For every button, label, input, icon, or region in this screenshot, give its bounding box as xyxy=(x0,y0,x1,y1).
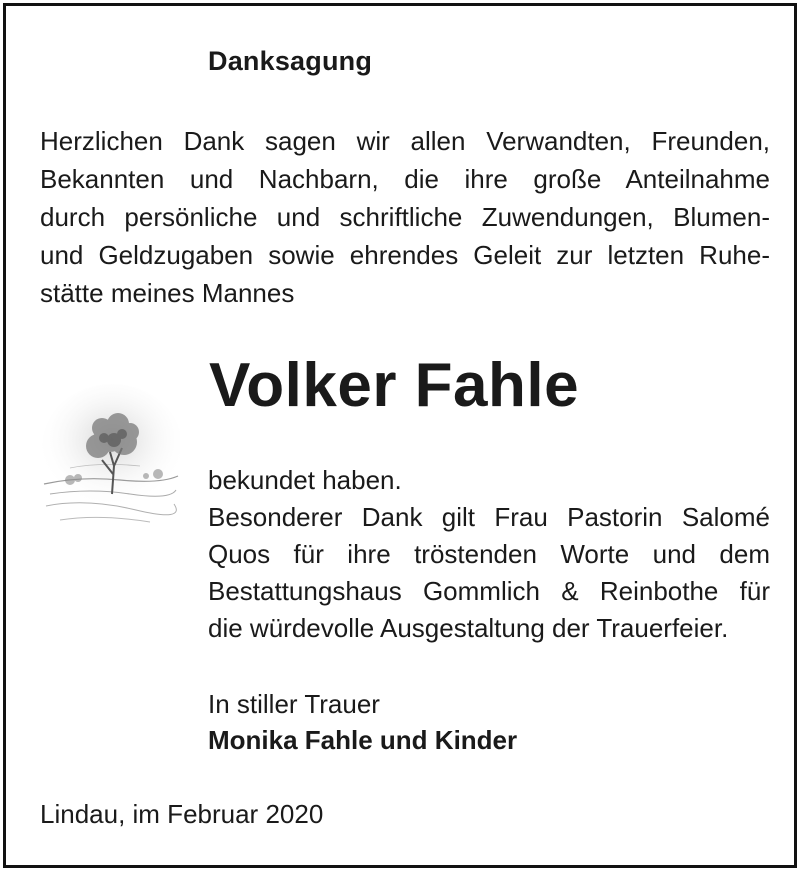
thanks-line: Quos für ihre tröstenden Worte und dem xyxy=(208,539,770,569)
intro-line: durch persönliche und schriftliche Zuwendungen, Blumen- xyxy=(40,202,770,232)
obituary-notice xyxy=(3,3,797,868)
thanks-paragraph xyxy=(208,462,770,647)
thanks-line: Besonderer Dank gilt Frau Pastorin Salomé xyxy=(208,502,770,532)
intro-line: Bekannten und Nachbarn, die ihre große Anteilnahme xyxy=(40,164,770,194)
intro-paragraph xyxy=(40,122,770,312)
place-date: Lindau, im Februar 2020 xyxy=(40,799,324,829)
thanks-line: bekundet haben. xyxy=(208,465,402,495)
thanks-line: die würdevolle Ausgestaltung der Trauerfeier. xyxy=(208,613,729,643)
mourning-phrase: In stiller Trauer xyxy=(208,689,380,719)
signers: Monika Fahle und Kinder xyxy=(208,725,518,755)
intro-line: und Geldzugaben sowie ehrendes Geleit zur letzten Ruhe- xyxy=(40,240,770,270)
notice-heading: Danksagung xyxy=(208,46,373,76)
tree-landscape-icon xyxy=(40,376,180,536)
intro-line: Herzlichen Dank sagen wir allen Verwandten, Freunden, xyxy=(40,126,770,156)
thanks-line: Bestattungshaus Gommlich & Reinbothe für xyxy=(208,576,770,606)
intro-line: stätte meines Mannes xyxy=(40,278,295,308)
deceased-name: Volker Fahle xyxy=(209,351,580,420)
